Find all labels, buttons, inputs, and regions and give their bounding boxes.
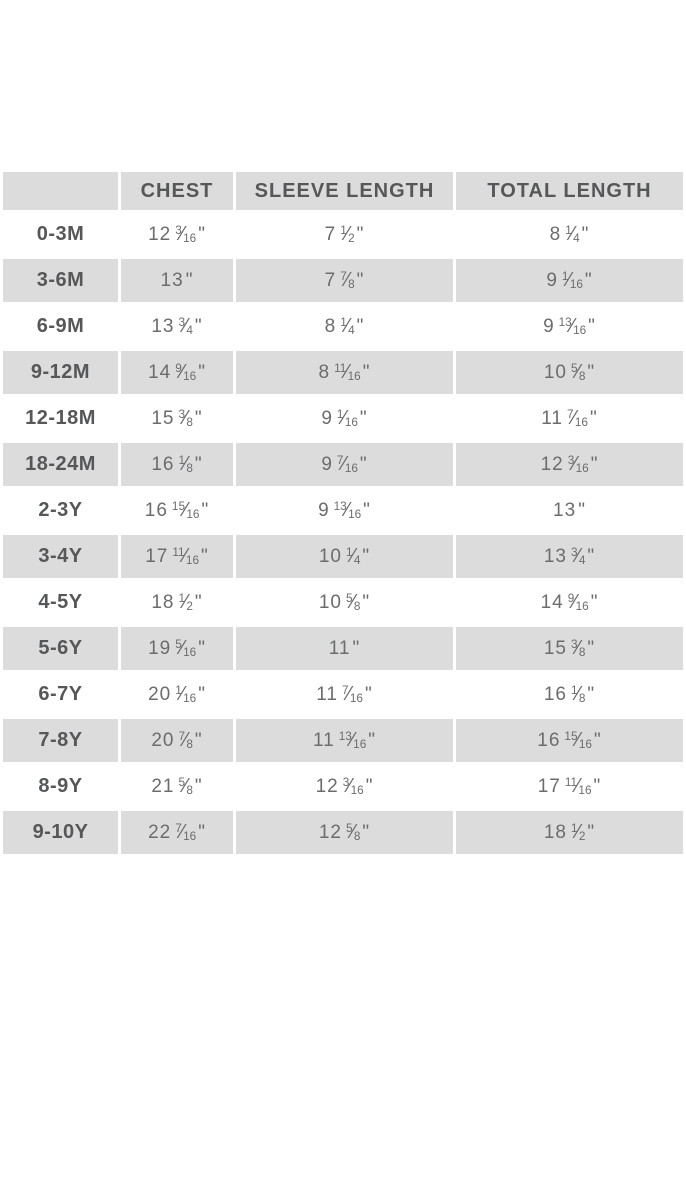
measurement-cell: 9 $^1⁄_{16}$ " xyxy=(236,397,453,440)
measurement-cell: 15 $^3⁄_8$ " xyxy=(121,397,233,440)
measurement-cell: 18 $^1⁄_2$ " xyxy=(456,811,683,854)
row-label: 8-9Y xyxy=(3,765,118,808)
measurement-cell: 11 $^7⁄_{16}$ " xyxy=(456,397,683,440)
row-label: 3-4Y xyxy=(3,535,118,578)
measurement-cell: 22 $^7⁄_{16}$ " xyxy=(121,811,233,854)
table-row xyxy=(3,259,683,302)
row-label: 4-5Y xyxy=(3,581,118,624)
measurement-cell: 9 $^1⁄_{16}$ " xyxy=(456,259,683,302)
table-row xyxy=(3,719,683,762)
measurement-cell: 8 $^1⁄_4$ " xyxy=(236,305,453,348)
table-body xyxy=(3,213,683,854)
row-label: 0-3M xyxy=(3,213,118,256)
row-label: 2-3Y xyxy=(3,489,118,532)
measurement-cell: 16 $^1⁄_8$ " xyxy=(121,443,233,486)
row-label: 9-10Y xyxy=(3,811,118,854)
measurement-cell: 10 $^1⁄_4$ " xyxy=(236,535,453,578)
table-row xyxy=(3,397,683,440)
measurement-cell: 16 $^{15}⁄_{16}$ " xyxy=(121,489,233,532)
measurement-cell: 21 $^5⁄_8$ " xyxy=(121,765,233,808)
measurement-cell: 13 $^3⁄_4$ " xyxy=(121,305,233,348)
measurement-cell: 10 $^5⁄_8$ " xyxy=(456,351,683,394)
measurement-cell: 11 $^{13}⁄_{16}$ " xyxy=(236,719,453,762)
measurement-cell: 13 " xyxy=(456,489,683,532)
table-row xyxy=(3,581,683,624)
row-label: 5-6Y xyxy=(3,627,118,670)
row-label: 7-8Y xyxy=(3,719,118,762)
measurement-cell: 12 $^3⁄_{16}$ " xyxy=(236,765,453,808)
measurement-cell: 7 $^1⁄_2$ " xyxy=(236,213,453,256)
table-row xyxy=(3,443,683,486)
row-label: 18-24M xyxy=(3,443,118,486)
measurement-cell: 11 " xyxy=(236,627,453,670)
measurement-cell: 12 $^3⁄_{16}$ " xyxy=(456,443,683,486)
measurement-cell: 8 $^1⁄_4$ " xyxy=(456,213,683,256)
measurement-cell: 20 $^7⁄_8$ " xyxy=(121,719,233,762)
measurement-cell: 7 $^7⁄_8$ " xyxy=(236,259,453,302)
table-row xyxy=(3,351,683,394)
measurement-cell: 16 $^1⁄_8$ " xyxy=(456,673,683,716)
measurement-cell: 20 $^1⁄_{16}$ " xyxy=(121,673,233,716)
measurement-cell: 17 $^{11}⁄_{16}$ " xyxy=(456,765,683,808)
measurement-cell: 18 $^1⁄_2$ " xyxy=(121,581,233,624)
column-header: CHEST xyxy=(121,172,233,210)
table-row xyxy=(3,627,683,670)
table-row xyxy=(3,673,683,716)
measurement-cell: 13 $^3⁄_4$ " xyxy=(456,535,683,578)
measurement-cell: 14 $^9⁄_{16}$ " xyxy=(456,581,683,624)
row-label: 9-12M xyxy=(3,351,118,394)
table-row xyxy=(3,535,683,578)
measurement-cell: 9 $^{13}⁄_{16}$ " xyxy=(456,305,683,348)
measurement-cell: 15 $^3⁄_8$ " xyxy=(456,627,683,670)
measurement-cell: 16 $^{15}⁄_{16}$ " xyxy=(456,719,683,762)
row-label: 12-18M xyxy=(3,397,118,440)
measurement-cell: 17 $^{11}⁄_{16}$ " xyxy=(121,535,233,578)
row-label: 6-9M xyxy=(3,305,118,348)
column-header: TOTAL LENGTH xyxy=(456,172,683,210)
table-row xyxy=(3,765,683,808)
size-chart-table xyxy=(0,169,686,857)
measurement-cell: 9 $^{13}⁄_{16}$ " xyxy=(236,489,453,532)
table-row xyxy=(3,811,683,854)
measurement-cell: 8 $^{11}⁄_{16}$ " xyxy=(236,351,453,394)
table-row xyxy=(3,213,683,256)
measurement-cell: 13 " xyxy=(121,259,233,302)
row-label: 3-6M xyxy=(3,259,118,302)
measurement-cell: 14 $^9⁄_{16}$ " xyxy=(121,351,233,394)
table-row xyxy=(3,305,683,348)
measurement-cell: 11 $^7⁄_{16}$ " xyxy=(236,673,453,716)
measurement-cell: 10 $^5⁄_8$ " xyxy=(236,581,453,624)
table-row xyxy=(3,489,683,532)
table-header-row xyxy=(3,172,683,210)
column-header: SLEEVE LENGTH xyxy=(236,172,453,210)
measurement-cell: 12 $^5⁄_8$ " xyxy=(236,811,453,854)
measurement-cell: 9 $^7⁄_{16}$ " xyxy=(236,443,453,486)
measurement-cell: 19 $^5⁄_{16}$ " xyxy=(121,627,233,670)
column-header-size xyxy=(3,172,118,210)
measurement-cell: 12 $^3⁄_{16}$ " xyxy=(121,213,233,256)
row-label: 6-7Y xyxy=(3,673,118,716)
